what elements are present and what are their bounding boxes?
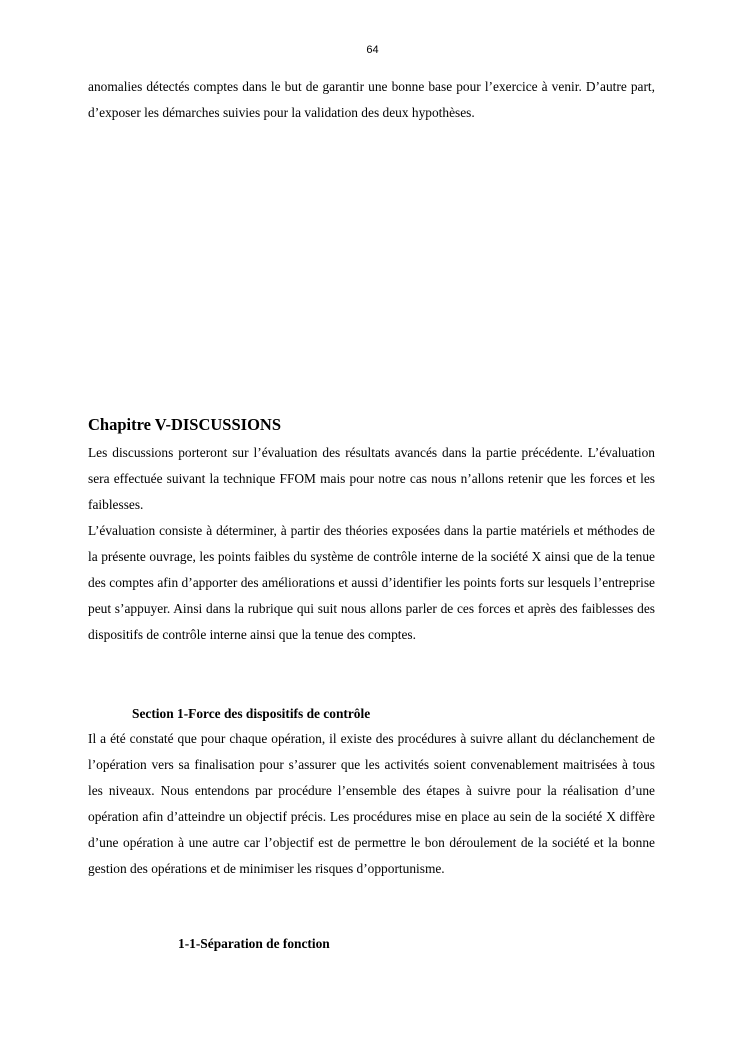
chapter-paragraph-2: L’évaluation consiste à déterminer, à partir des théories exposées dans la partie matériels et méthodes de la présente ouvrage, les points faibles du système de contrôle interne de la société X ainsi que de la tenue des comptes afin d’apporter des améliorations et aussi d’identifier les points forts sur lesquels l’entreprise peut s’appuyer. Ainsi dans la rubrique qui suit nous allons parler de ces forces et après des faiblesses des dispositifs de contrôle interne ainsi que la tenue des comptes. — [88, 523, 655, 642]
page-number: 64 — [366, 44, 379, 56]
section-1-para-block — [88, 726, 655, 882]
chapter-para-2-block — [88, 518, 655, 648]
subsection-title: 1-1-Séparation de fonction — [178, 936, 330, 951]
chapter-paragraph-1: Les discussions porteront sur l’évaluation des résultats avancés dans la partie précédente. L’évaluation sera effectuée suivant la technique FFOM mais pour notre cas nous n’allons retenir que les forces et les faiblesses. — [88, 445, 655, 512]
chapter-title: Chapitre V-DISCUSSIONS — [88, 415, 282, 434]
chapter-para-1-block — [88, 440, 655, 518]
intro-paragraph: anomalies détectés comptes dans le but de garantir une bonne base pour l’exercice à venir. D’autre part, d’exposer les démarches suivies pour la validation des deux hypothèses. — [88, 79, 655, 120]
intro-text-block — [88, 74, 655, 126]
section-1-title: Section 1-Force des dispositifs de contrôle — [132, 706, 371, 721]
section-1-paragraph: Il a été constaté que pour chaque opération, il existe des procédures à suivre allant du déclanchement de l’opération vers sa finalisation pour s’assurer que les activités soient convenablement maitrisées à tous les niveaux. Nous entendons par procédure l’ensemble des étapes à suivre pour la réalisation d’une opération afin d’atteindre un objectif précis. Les procédures mise en place au sein de la société X diffère d’une opération à une autre car l’objectif est de permettre le bon déroulement de la société et la bonne gestion des opérations et de minimiser les risques d’opportunisme. — [88, 731, 655, 876]
